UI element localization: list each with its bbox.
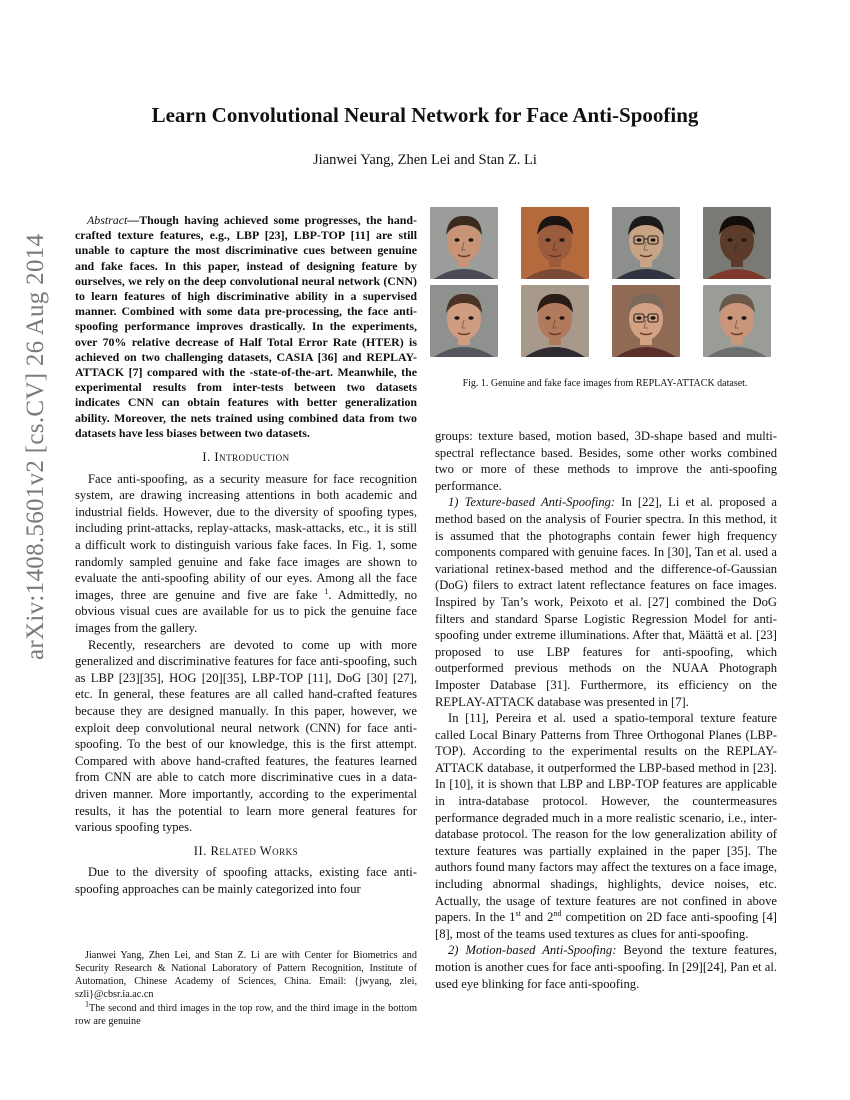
right-eye: [650, 238, 655, 241]
subsection-heading-texture: 1) Texture-based Anti-Spoofing:: [448, 495, 616, 510]
arxiv-identifier-stamp: arXiv:1408.5601v2 [cs.CV] 26 Aug 2014: [22, 233, 49, 660]
related-paragraph-1: Due to the diversity of spoofing attacks, existing face anti-spoofing approaches can be mainly categorized into four: [75, 865, 417, 896]
left-eye: [454, 238, 459, 241]
intro-p1-text-b: . Admittedly, no obvious visual cues are available for us to pick the genuine face images from the gallery.: [75, 587, 417, 635]
texture-based-paragraph: [435, 494, 777, 710]
face-photo: [612, 285, 680, 357]
face-image: [612, 207, 680, 279]
section-heading-introduction: I. Introduction: [202, 450, 290, 465]
texture-based-text: In [22], Li et al. proposed a method based on the analysis of Fourier spectra. In this method, it is assumed that the photographs contain fewer high frequency components compared with genuine faces. In [30], Tan et al. used a variational retinex-based method and the difference-of-Gaussian (DoG) filers to extract latent reflectance features on face images. Inspired by Tan’s work, Peixoto et al. [27] combined the DoG filters and standard Sparse Logistic Regression Model for anti-spoofing under extreme illuminations. After that, Määttä et al. [23] proposed to use LBP features for anti-spoofing, which outperformed previous methods on the NUAA Photograph Imposter Database [31]. Furthermore, its efficiency on the REPLAY-ATTACK database was presented in [7].: [435, 495, 777, 709]
face-image-grid: [430, 207, 780, 357]
footnote-mark: 1: [85, 999, 89, 1009]
left-eye: [545, 238, 550, 241]
motion-based-paragraph: [435, 942, 777, 992]
right-eye: [741, 238, 746, 241]
intro-paragraph-2: Recently, researchers are devoted to come up with more generalized and discriminative features for face anti-spoofing, such as LBP [23][35], HOG [20][35], LBP-TOP [11], DoG [30] [27], etc. In general, these features are all called hand-crafted features because they are designed manually. In this paper, however, we exploit deep convolutional neural network (CNN) for face anti-spoofing. To the best of our knowledge, this is the first attempt. Compared with above hand-crafted features, the features learned from CNN are able to catch more discriminative cues in a data-driven manner. More importantly, according to the experimental results, it has the potential to learn more general features for various spoofing types.: [75, 637, 417, 835]
paper-authors: Jianwei Yang, Zhen Lei and Stan Z. Li: [313, 152, 537, 168]
motion-based-text: Beyond the texture features, motion is another cues for face anti-spoofing. In [29][24], Pan et al. used eye blinking for face anti-spoofing.: [435, 943, 777, 991]
abstract: [75, 213, 417, 441]
face-photo: [612, 207, 680, 279]
subsection-heading-motion: 2) Motion-based Anti-Spoofing:: [448, 943, 617, 958]
right-eye: [741, 316, 746, 319]
left-eye: [636, 316, 641, 319]
section-heading-related-works: II. Related Works: [193, 843, 299, 858]
intro-paragraph-1: [75, 471, 417, 637]
right-eye: [468, 238, 473, 241]
footnotes: [75, 949, 417, 1029]
face-image: [430, 285, 498, 357]
right-eye: [559, 316, 564, 319]
abstract-label: Abstract: [87, 213, 128, 227]
figure-1-face-grid: [430, 207, 780, 357]
right-column: [435, 428, 777, 992]
lbp-top-text-b: competition on 2D face anti-spoofing [4] [8], most of the teams used textures as clues for anti-spoofing.: [435, 910, 777, 941]
face-photo: [430, 207, 498, 279]
left-eye: [727, 238, 732, 241]
face-photo: [703, 207, 771, 279]
paper-title: Learn Convolutional Neural Network for Face Anti-Spoofing: [151, 103, 699, 127]
superscript-nd: nd: [553, 909, 562, 919]
face-image: [521, 207, 589, 279]
face-photo: [521, 207, 589, 279]
left-eye: [454, 316, 459, 319]
face-image: [703, 285, 771, 357]
face-photo: [430, 285, 498, 357]
face-photo: [521, 285, 589, 357]
face-photo: [703, 285, 771, 357]
figure-1-caption: Fig. 1. Genuine and fake face images from REPLAY-ATTACK dataset.: [462, 378, 748, 389]
face-image: [703, 207, 771, 279]
lbp-top-text-mid: and 2: [520, 910, 554, 925]
right-eye: [650, 316, 655, 319]
superscript-st: st: [515, 909, 521, 919]
abstract-text: Though having achieved some progresses, the hand-crafted texture features, e.g., LBP [23], LBP-TOP [11] are still unable to capture the most discriminative cues between genuine and fake faces. In this paper, instead of designing feature by ourselves, we rely on the deep convolutional neural network (CNN) to learn features of high discriminative ability in a supervised manner. Combined with some data pre-processing, the face anti-spoofing performance improves drastically. In the experiments, over 70% relative decrease of Half Total Error Rate (HTER) is achieved on two challenging datasets, CASIA [36] and REPLAY-ATTACK [7] compared with the -state-of-the-art. Meanwhile, the experimental results from inter-tests between two datasets indicates CNN can obtain features with better generalization ability. Moreover, the nets trained using combined data from two datasets have less biases between two datasets.: [75, 213, 417, 440]
face-image: [521, 285, 589, 357]
right-eye: [468, 316, 473, 319]
abstract-dash: —: [127, 213, 140, 227]
related-paragraph-continued: groups: texture based, motion based, 3D-shape based and multi-spectral reflectance based. Besides, some other works combined two or more of these methods to improve the anti-spoofing performance.: [435, 429, 777, 493]
left-eye: [545, 316, 550, 319]
lbp-top-text-a: In [11], Pereira et al. used a spatio-temporal texture feature called Local Binary Patterns from Three Orthogonal Planes (LBP-TOP). According to the experimental results on the REPLAY-ATTACK database, it outperformed the LBP-based method in [23]. In [10], it is shown that LBP and LBP-TOP features are applicable in intra-database protocol. However, the countermeasures performance degraded much in a more realistic scenario, i.e., inter-database protocol. The reason for the low generalization ability of texture features was partially explained in the paper [35]. The authors found many factors may affect the textures on a face image, including abnormal shadings, highlights, device noises, etc. Actually, the usage of texture features are not confined in above papers. In the 1: [435, 711, 777, 925]
left-eye: [727, 316, 732, 319]
face-image: [430, 207, 498, 279]
lbp-top-paragraph: [435, 710, 777, 942]
intro-p1-text-a: Face anti-spoofing, as a security measure for face recognition system, are drawing increasing attentions in both academic and industrial fields. However, due to the diversity of spoofing types, including print-attacks, replay-attacks, mask-attacks, etc., it is still a difficult work to distinguish various fake faces. In Fig. 1, some randomly sampled genuine and fake face images are shown to evaluate the anti-spoofing ability of our eyes. Among all the face images, three are genuine and five are fake: [75, 471, 417, 602]
right-eye: [559, 238, 564, 241]
image-footnote: [75, 999, 417, 1028]
face-image: [612, 285, 680, 357]
left-eye: [636, 238, 641, 241]
image-footnote-text: The second and third images in the top row, and the third image in the bottom row are genuine: [75, 1003, 417, 1027]
footnote-ref-1: 1: [324, 586, 329, 596]
left-column: [75, 213, 417, 897]
affiliation-footnote: Jianwei Yang, Zhen Lei, and Stan Z. Li are with Center for Biometrics and Security Research & National Laboratory of Pattern Recognition, Institute of Automation, Chinese Academy of Sciences, China. Email: {jwyang, zlei, szli}@cbsr.ia.ac.cn: [75, 950, 417, 1000]
